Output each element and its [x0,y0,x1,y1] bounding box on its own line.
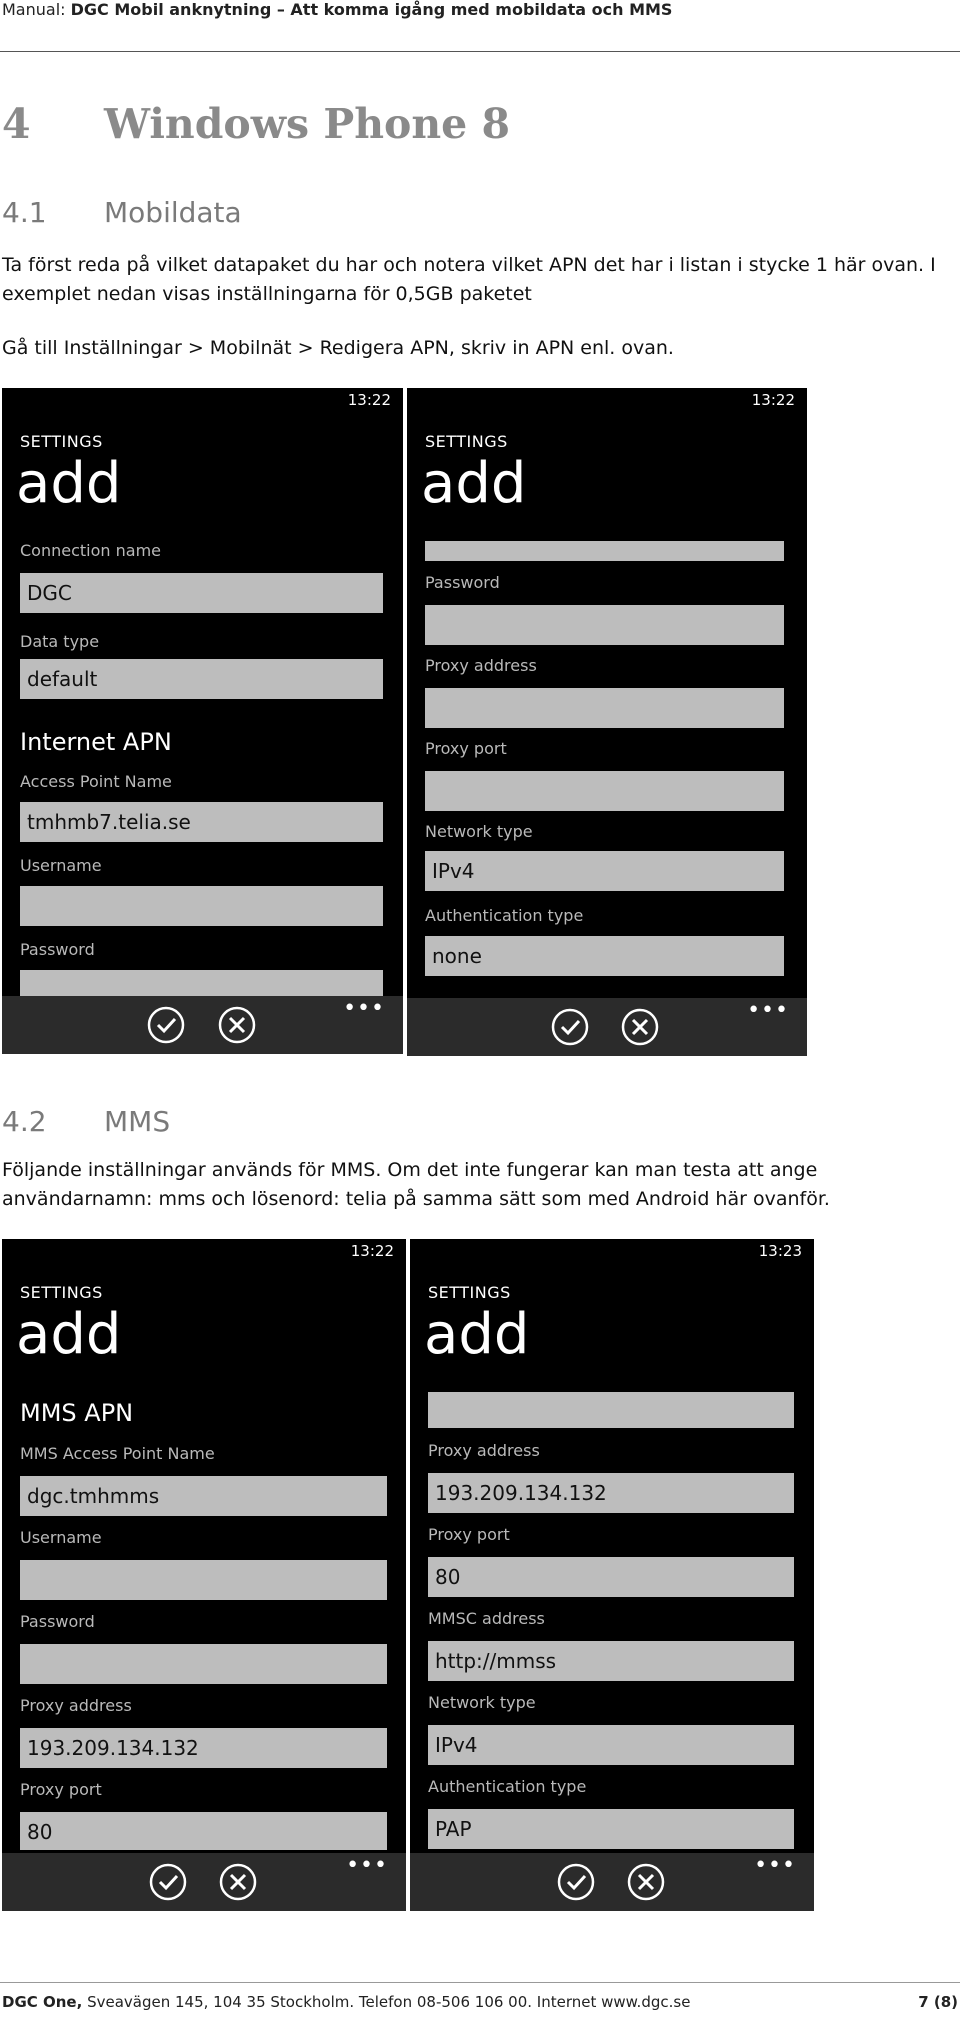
footer-address: Sveavägen 145, 104 35 Stockholm. Telefon 08-506 106 00. Internet www.dgc.se [82,1993,691,2011]
close-icon[interactable] [218,1862,258,1902]
more-icon[interactable]: ••• [747,998,789,1023]
page-title: add [421,451,527,516]
settings-label: SETTINGS [20,1283,103,1302]
page-title: add [16,1302,122,1367]
section-heading-mms [2,1105,170,1138]
connection-name-field[interactable]: DGC [20,573,383,613]
password-label: Password [20,940,95,959]
internet-apn-heading: Internet APN [20,728,172,756]
app-bar [410,1853,814,1911]
proxy-address-label: Proxy address [20,1696,132,1715]
mms-access-point-name-field[interactable]: dgc.tmhmms [20,1476,387,1516]
section2-paragraph [2,1156,942,1214]
section-number: 4.1 [2,196,47,229]
section-title: Mobildata [104,196,242,229]
chapter-number: 4 [2,100,31,148]
proxy-address-field[interactable]: 193.209.134.132 [428,1473,794,1513]
mms-apn-heading: MMS APN [20,1399,134,1427]
app-bar [2,1853,406,1911]
page-number: 7 (8) [918,1993,958,2011]
phone-screenshot-mms-2 [410,1239,814,1911]
footer-text [2,1993,690,2011]
password-field[interactable] [425,605,784,645]
section-heading-mobildata [2,196,242,229]
section1-para1: Ta först reda på vilket datapaket du har och notera vilket APN det har i listan i stycke 1 här ovan. I exemplet nedan visas inställningarna för 0,5GB paketet [2,254,936,305]
settings-label: SETTINGS [428,1283,511,1302]
page-footer [0,1982,960,2024]
header-title: DGC Mobil anknytning – Att komma igång med mobildata och MMS [70,0,673,19]
close-icon[interactable] [217,1005,257,1045]
footer-company: DGC One, [2,1993,83,2011]
scrolled-field[interactable] [428,1392,794,1428]
proxy-port-label: Proxy port [20,1780,102,1799]
data-type-label: Data type [20,632,100,651]
authentication-type-field[interactable]: none [425,936,784,976]
network-type-field[interactable]: IPv4 [425,851,784,891]
username-label: Username [20,1528,102,1547]
username-field[interactable] [20,1560,387,1600]
close-icon[interactable] [626,1862,666,1902]
clock: 13:22 [350,1242,394,1260]
app-bar [2,996,403,1054]
username-label: Username [20,856,102,875]
section1-paragraph-2 [2,334,942,363]
chapter-heading [2,100,510,148]
proxy-port-field[interactable]: 80 [428,1557,794,1597]
proxy-address-label: Proxy address [425,656,537,675]
proxy-port-field[interactable] [425,771,784,811]
network-type-label: Network type [425,822,533,841]
phone-screenshot-internet-apn-2 [407,388,807,1056]
proxy-address-field[interactable]: 193.209.134.132 [20,1728,387,1768]
section1-paragraph [2,251,942,309]
password-label: Password [425,573,500,592]
authentication-type-field[interactable]: PAP [428,1809,794,1849]
more-icon[interactable]: ••• [343,996,385,1021]
access-point-name-field[interactable]: tmhmb7.telia.se [20,802,383,842]
authentication-type-label: Authentication type [428,1777,587,1796]
more-icon[interactable]: ••• [754,1853,796,1878]
mmsc-address-field[interactable]: http://mmss [428,1641,794,1681]
check-icon[interactable] [550,1007,590,1047]
proxy-address-field[interactable] [425,688,784,728]
page-header [0,0,960,52]
close-icon[interactable] [620,1007,660,1047]
header-text [2,0,672,19]
proxy-port-label: Proxy port [428,1525,510,1544]
app-bar [407,998,807,1056]
section2-para1: Följande inställningar används för MMS. Om det inte fungerar kan man testa att ange användarnamn: mms och lösenord: telia på samma sätt som med Android här ovanför. [2,1159,830,1210]
page-title: add [16,451,122,516]
check-icon[interactable] [556,1862,596,1902]
proxy-address-label: Proxy address [428,1441,540,1460]
proxy-port-field[interactable]: 80 [20,1812,387,1850]
phone-screenshot-internet-apn-1 [2,388,403,1054]
page-title: add [424,1302,530,1367]
proxy-port-label: Proxy port [425,739,507,758]
phone-screenshot-mms-1 [2,1239,406,1911]
chapter-title: Windows Phone 8 [104,100,511,148]
section1-para2: Gå till Inställningar > Mobilnät > Redigera APN, skriv in APN enl. ovan. [2,337,674,359]
clock: 13:22 [751,391,795,409]
mms-access-point-name-label: MMS Access Point Name [20,1444,215,1463]
username-field[interactable] [20,886,383,926]
authentication-type-label: Authentication type [425,906,584,925]
data-type-field[interactable]: default [20,659,383,699]
network-type-label: Network type [428,1693,536,1712]
section-number: 4.2 [2,1105,47,1138]
connection-name-label: Connection name [20,541,161,560]
settings-label: SETTINGS [20,432,103,451]
clock: 13:22 [347,391,391,409]
settings-label: SETTINGS [425,432,508,451]
header-prefix: Manual: [2,0,71,19]
scrolled-field[interactable] [425,541,784,561]
access-point-name-label: Access Point Name [20,772,172,791]
more-icon[interactable]: ••• [346,1853,388,1878]
mmsc-address-label: MMSC address [428,1609,545,1628]
check-icon[interactable] [148,1862,188,1902]
clock: 13:23 [758,1242,802,1260]
password-field[interactable] [20,1644,387,1684]
password-label: Password [20,1612,95,1631]
network-type-field[interactable]: IPv4 [428,1725,794,1765]
check-icon[interactable] [146,1005,186,1045]
section-title: MMS [104,1105,171,1138]
